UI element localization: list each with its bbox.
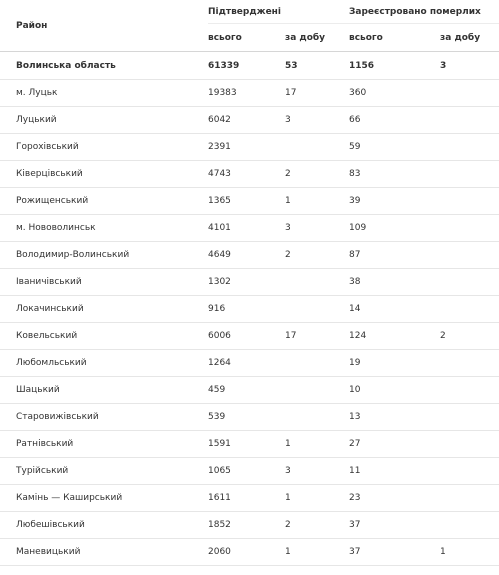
deaths-per-day: [425, 512, 499, 539]
table-body: [0, 52, 499, 566]
confirmed-total: 4649: [208, 242, 270, 269]
deaths-total: 83: [349, 161, 425, 188]
district-name: Шацький: [0, 377, 208, 404]
district-name: Володимир-Волинський: [0, 242, 208, 269]
table-row: [0, 215, 499, 242]
deaths-per-day: [425, 350, 499, 377]
deaths-total: 37: [349, 512, 425, 539]
deaths-total: 124: [349, 323, 425, 350]
table-row: [0, 242, 499, 269]
confirmed-total: 4101: [208, 215, 270, 242]
table-row: [0, 296, 499, 323]
confirmed-per-day: 1: [270, 188, 349, 215]
deaths-total: 1156: [349, 52, 425, 80]
table-row: [0, 539, 499, 566]
deaths-total: 59: [349, 134, 425, 161]
district-name: Ківерцівський: [0, 161, 208, 188]
deaths-per-day: [425, 296, 499, 323]
deaths-total: 27: [349, 431, 425, 458]
table-row: [0, 80, 499, 107]
confirmed-total: 2391: [208, 134, 270, 161]
header-confirmed-total: всього: [208, 24, 270, 52]
confirmed-total: 6006: [208, 323, 270, 350]
district-name: Горохівський: [0, 134, 208, 161]
confirmed-per-day: 3: [270, 107, 349, 134]
table-row: [0, 512, 499, 539]
district-name: Любешівський: [0, 512, 208, 539]
confirmed-per-day: 53: [270, 52, 349, 80]
header-confirmed-per-day: за добу: [270, 24, 349, 52]
confirmed-total: 1264: [208, 350, 270, 377]
deaths-total: 37: [349, 539, 425, 566]
confirmed-total: 1365: [208, 188, 270, 215]
total-row: [0, 52, 499, 80]
deaths-per-day: [425, 80, 499, 107]
district-name: Камінь — Каширський: [0, 485, 208, 512]
confirmed-per-day: 3: [270, 458, 349, 485]
deaths-total: 38: [349, 269, 425, 296]
confirmed-per-day: 17: [270, 323, 349, 350]
deaths-total: 23: [349, 485, 425, 512]
confirmed-per-day: 2: [270, 512, 349, 539]
deaths-per-day: [425, 215, 499, 242]
confirmed-total: 916: [208, 296, 270, 323]
confirmed-total: 61339: [208, 52, 270, 80]
confirmed-per-day: [270, 377, 349, 404]
deaths-total: 19: [349, 350, 425, 377]
deaths-per-day: [425, 431, 499, 458]
district-name: Старовижівський: [0, 404, 208, 431]
deaths-per-day: [425, 485, 499, 512]
header-district: Район: [0, 0, 208, 52]
deaths-per-day: [425, 188, 499, 215]
table-row: [0, 404, 499, 431]
table-row: [0, 431, 499, 458]
deaths-total: 11: [349, 458, 425, 485]
confirmed-per-day: 1: [270, 431, 349, 458]
deaths-per-day: [425, 134, 499, 161]
table-row: [0, 485, 499, 512]
table-row: [0, 269, 499, 296]
confirmed-per-day: 2: [270, 161, 349, 188]
confirmed-total: 1611: [208, 485, 270, 512]
district-name: м. Луцьк: [0, 80, 208, 107]
confirmed-per-day: 1: [270, 485, 349, 512]
confirmed-total: 539: [208, 404, 270, 431]
confirmed-per-day: 17: [270, 80, 349, 107]
confirmed-per-day: [270, 296, 349, 323]
table-row: [0, 188, 499, 215]
district-name: Ковельський: [0, 323, 208, 350]
deaths-per-day: [425, 269, 499, 296]
district-name: Маневицький: [0, 539, 208, 566]
confirmed-per-day: 3: [270, 215, 349, 242]
district-name: Любомльський: [0, 350, 208, 377]
header-confirmed: Підтверджені: [208, 6, 281, 17]
district-name: Турійський: [0, 458, 208, 485]
confirmed-per-day: 1: [270, 539, 349, 566]
deaths-total: 360: [349, 80, 425, 107]
district-name: Ратнівський: [0, 431, 208, 458]
deaths-per-day: 1: [425, 539, 499, 566]
confirmed-total: 1065: [208, 458, 270, 485]
confirmed-total: 459: [208, 377, 270, 404]
deaths-total: 13: [349, 404, 425, 431]
deaths-total: 39: [349, 188, 425, 215]
confirmed-total: 19383: [208, 80, 270, 107]
confirmed-per-day: [270, 350, 349, 377]
table-row: [0, 323, 499, 350]
district-name: Рожищенський: [0, 188, 208, 215]
table-row: [0, 134, 499, 161]
district-name: Луцький: [0, 107, 208, 134]
deaths-total: 14: [349, 296, 425, 323]
deaths-per-day: [425, 161, 499, 188]
confirmed-total: 1302: [208, 269, 270, 296]
confirmed-per-day: 2: [270, 242, 349, 269]
deaths-per-day: [425, 458, 499, 485]
table-row: [0, 161, 499, 188]
confirmed-per-day: [270, 269, 349, 296]
district-name: Локачинський: [0, 296, 208, 323]
deaths-per-day: 3: [425, 52, 499, 80]
table-row: [0, 107, 499, 134]
deaths-per-day: [425, 404, 499, 431]
table-row: [0, 350, 499, 377]
confirmed-total: 1591: [208, 431, 270, 458]
deaths-total: 66: [349, 107, 425, 134]
confirmed-total: 2060: [208, 539, 270, 566]
deaths-total: 10: [349, 377, 425, 404]
table-header: [0, 0, 499, 52]
district-name: м. Нововолинськ: [0, 215, 208, 242]
deaths-total: 87: [349, 242, 425, 269]
confirmed-per-day: [270, 404, 349, 431]
district-name: Волинська область: [0, 52, 208, 80]
deaths-per-day: [425, 107, 499, 134]
header-deaths-total: всього: [349, 24, 425, 52]
confirmed-total: 1852: [208, 512, 270, 539]
confirmed-total: 6042: [208, 107, 270, 134]
header-deaths: Зареєстровано померлих: [349, 6, 481, 17]
header-deaths-per-day: за добу: [425, 24, 499, 52]
table-row: [0, 377, 499, 404]
deaths-per-day: [425, 377, 499, 404]
deaths-per-day: 2: [425, 323, 499, 350]
table-row: [0, 458, 499, 485]
district-name: Іваничівський: [0, 269, 208, 296]
deaths-total: 109: [349, 215, 425, 242]
confirmed-per-day: [270, 134, 349, 161]
deaths-per-day: [425, 242, 499, 269]
confirmed-total: 4743: [208, 161, 270, 188]
